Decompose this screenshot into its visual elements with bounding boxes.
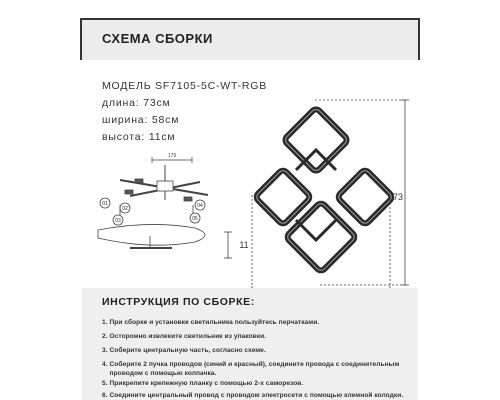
exploded-view <box>98 157 208 248</box>
dimension-179: 179 <box>167 153 177 159</box>
instruction-step: 6. Соедините центральный провод с проводом электросети с помощью клемной колодки. <box>102 392 404 399</box>
part-label-04: 04 <box>197 203 203 209</box>
instructions-title: ИНСТРУКЦИЯ ПО СБОРКЕ: <box>102 296 255 308</box>
instruction-step: 4. Соберите 2 пучка проводов (синий и красный), соедините провода с соединительным <box>102 361 400 368</box>
spec-model: МОДЕЛЬ SF7105-5C-WT-RGB <box>102 80 268 92</box>
lamp-top-view <box>255 107 394 272</box>
spec-height: высота: 11см <box>102 131 176 143</box>
part-label-05: 05 <box>192 216 198 222</box>
side-height-dimension <box>224 232 232 258</box>
top-view-height-label: 73 <box>392 192 404 202</box>
page-title: СХЕМА СБОРКИ <box>102 31 213 46</box>
part-label-01: 01 <box>102 201 108 207</box>
side-height-label: 11 <box>239 240 249 250</box>
instruction-step: проводом с помощью колпачка. <box>102 370 217 377</box>
spec-length: длина: 73см <box>102 97 171 109</box>
spec-width: ширина: 58см <box>102 114 180 126</box>
instruction-step: 2. Осторожно извлеките светильник из упаковки. <box>102 333 267 340</box>
part-label-02: 02 <box>122 206 128 212</box>
instruction-step: 5. Прикрепите крепежную планку с помощью 2-х саморезов. <box>102 380 304 387</box>
lamp-inner-arms <box>296 150 336 240</box>
lamp-led-line <box>255 107 394 272</box>
instruction-step: 1. При сборке и установке светильника пользуйтесь перчатками. <box>102 319 320 326</box>
part-label-03: 03 <box>115 218 121 224</box>
instruction-step: 3. Соберите центральную часть, согласно схеме. <box>102 347 266 354</box>
